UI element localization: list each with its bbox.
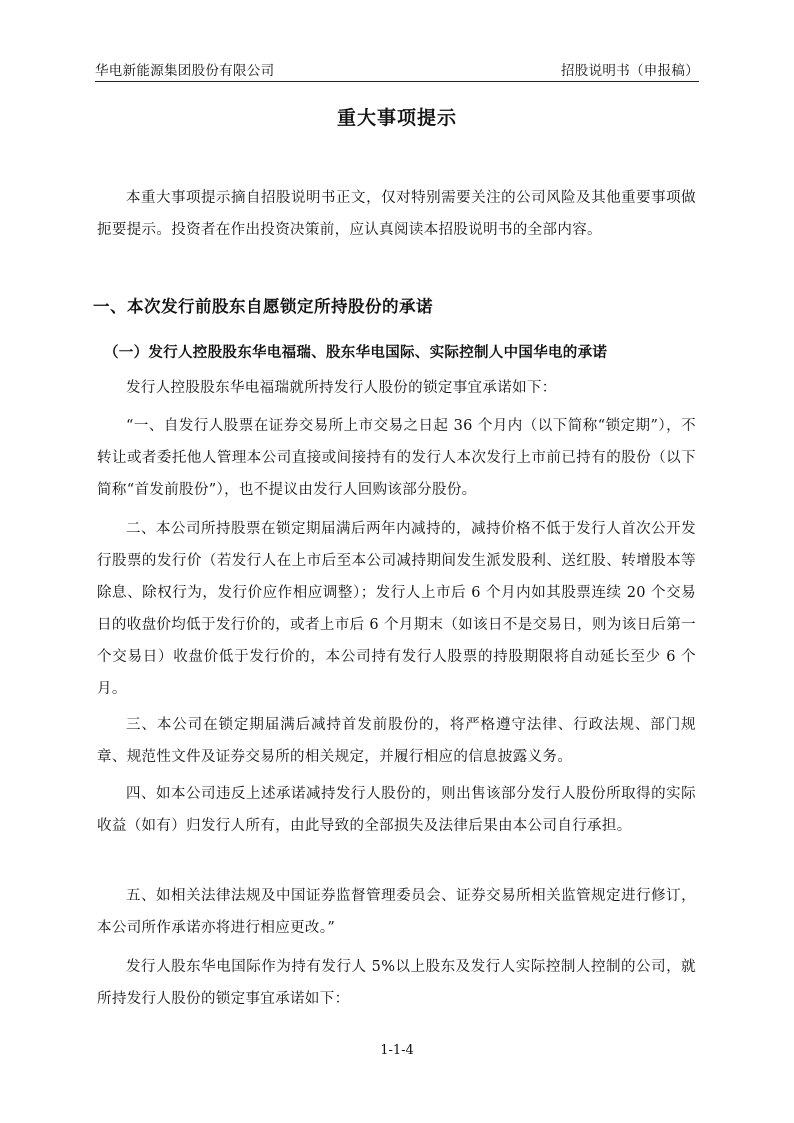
paragraph-7: 发行人股东华电国际作为持有发行人 5%以上股东及发行人实际控制人控制的公司，就所持发行人股份的锁定事宜承诺如下： — [97, 959, 696, 1007]
paragraph-4: 三、本公司在锁定期届满后减持首发前股份的，将严格遵守法律、行政法规、部门规章、规范性文件及证券交易所的相关规定，并履行相应的信息披露义务。 — [97, 717, 696, 765]
header-company: 华电新能源集团股份有限公司 — [95, 63, 275, 79]
intro-paragraph: 本重大事项提示摘自招股说明书正文，仅对特别需要关注的公司风险及其他重要事项做扼要提示。投资者在作出投资决策前，应认真阅读本招股说明书的全部内容。 — [97, 190, 696, 238]
paragraph-2: “一、自发行人股票在证券交易所上市交易之日起 36 个月内（以下简称“锁定期”），不转让或者委托他人管理本公司直接或间接持有的发行人本次发行上市前已持有的股份（以下简称“首发前股份”），也不提议由发行人回购该部分股份。 — [97, 418, 696, 498]
paragraph-6: 五、如相关法律法规及中国证券监督管理委员会、证券交易所相关监管规定进行修订，本公司所作承诺亦将进行相应更改。” — [97, 888, 696, 936]
subsection-heading-1: （一）发行人控股股东华电福瑞、股东华电国际、实际控制人中国华电的承诺 — [104, 345, 608, 361]
page-header — [95, 55, 699, 82]
paragraph-3: 二、本公司所持股票在锁定期届满后两年内减持的，减持价格不低于发行人首次公开发行股票的发行价（若发行人在上市后至本公司减持期间发生派发股利、送红股、转增股本等除息、除权行为，发行价应作相应调整）；发行人上市后 6 个月内如其股票连续 20 个交易日的收盘价均低于发行价的，或者上市后 6 个月期末（如该日不是交易日，则为该日后第一个交易日）收盘价低于发行价的，本公司持有发行人股票的持股期限将自动延长至少 6 个月。 — [97, 521, 696, 697]
page-number: 1-1-4 — [380, 1043, 414, 1058]
paragraph-1: 发行人控股股东华电福瑞就所持发行人股份的锁定事宜承诺如下： — [126, 380, 557, 396]
header-doc-type: 招股说明书（申报稿） — [561, 63, 699, 79]
page-title: 重大事项提示 — [336, 107, 457, 129]
paragraph-5: 四、如本公司违反上述承诺减持发行人股份的，则出售该部分发行人股份所取得的实际收益（如有）归发行人所有，由此导致的全部损失及法律后果由本公司自行承担。 — [97, 786, 696, 834]
section-heading-1: 一、本次发行前股东自愿锁定所持股份的承诺 — [93, 297, 433, 316]
